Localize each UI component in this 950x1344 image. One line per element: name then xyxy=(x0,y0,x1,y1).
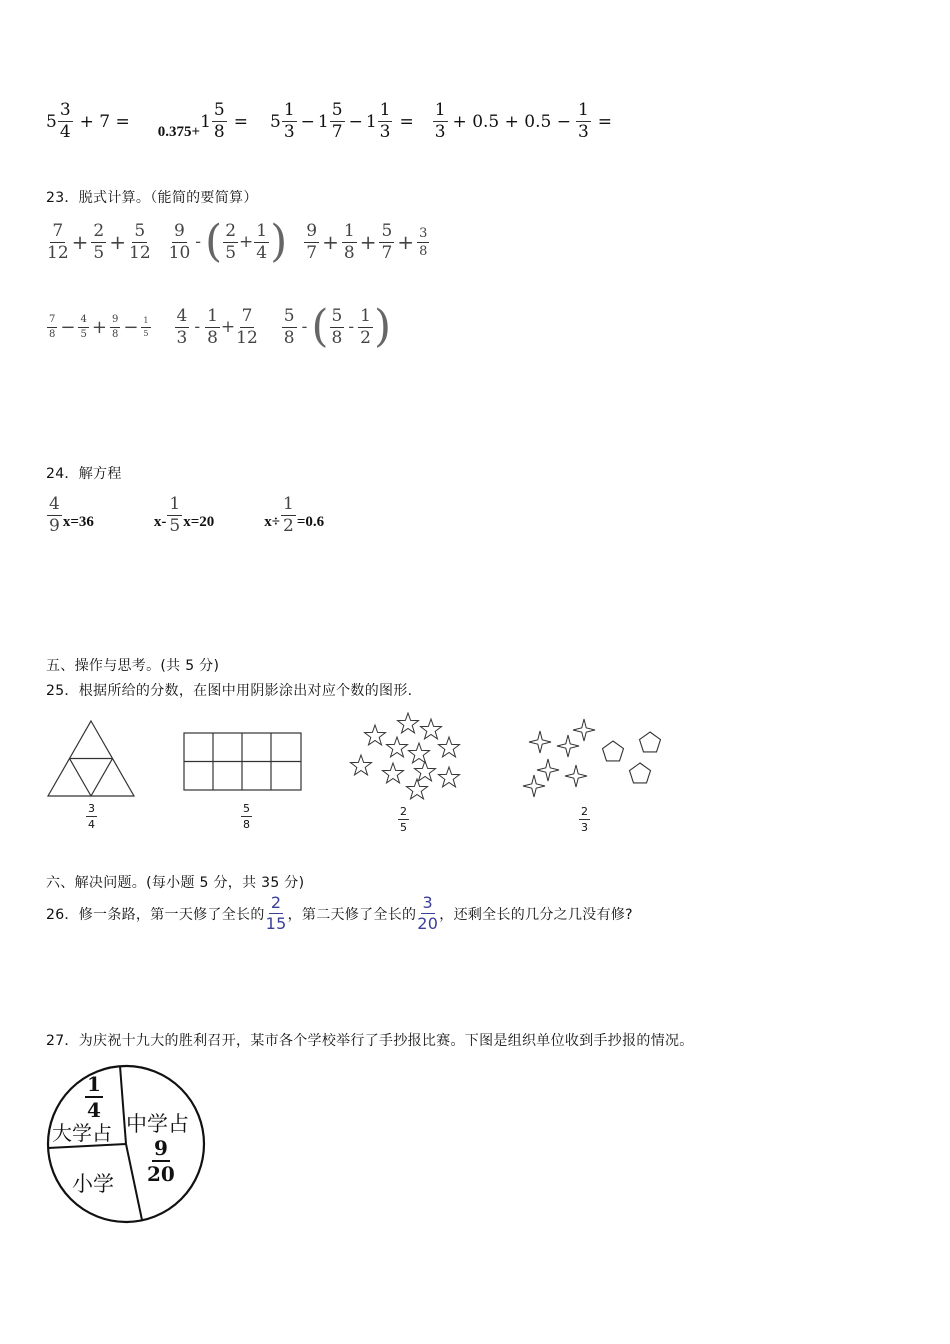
num: 4 xyxy=(176,305,188,326)
expression-row-1 xyxy=(46,102,612,141)
expr-4 xyxy=(432,102,612,141)
section-5-title: 五、操作与思考。(共 5 分) xyxy=(46,658,220,674)
num: 2 xyxy=(225,220,237,241)
q26-text-2: ，第二天修了全长的 xyxy=(287,906,417,923)
num: 9 xyxy=(306,220,318,241)
den: 4 xyxy=(87,1098,101,1122)
num: 4 xyxy=(78,315,88,328)
star[interactable] xyxy=(409,743,430,763)
star[interactable] xyxy=(365,725,386,745)
den: 3 xyxy=(176,327,188,348)
fraction xyxy=(282,102,297,141)
num: 1 xyxy=(283,494,294,514)
star[interactable] xyxy=(439,767,460,787)
q23-expr-a: $\frac{7}{12}$ + $\frac{2}{5}$ + $\frac{5}{12}$ xyxy=(47,220,151,263)
fraction xyxy=(576,102,591,141)
equation-1 xyxy=(46,496,94,535)
num: 9 xyxy=(110,315,120,328)
num: 5 xyxy=(134,220,146,241)
num: 1 xyxy=(169,494,181,514)
question-23-title: 23．脱式计算。（能简的要简算） xyxy=(46,190,258,206)
mid: + 0.5 + 0.5 − xyxy=(452,111,571,132)
den: 5 xyxy=(400,821,407,834)
tail: = xyxy=(597,111,613,132)
sparkle[interactable] xyxy=(529,731,551,753)
rectangle-grid-figure xyxy=(183,732,303,792)
den: 12 xyxy=(47,242,69,263)
whole: 5 xyxy=(46,111,57,132)
star[interactable] xyxy=(351,755,372,775)
num: 3 xyxy=(419,225,428,241)
pie-middle-fraction xyxy=(146,1138,176,1184)
den: 2 xyxy=(360,327,371,348)
num: 5 xyxy=(381,220,393,241)
num: 3 xyxy=(422,893,434,912)
den: 8 xyxy=(111,328,119,340)
q23-expr-f: $\frac{5}{8}$ - ( $\frac{5}{8}$ - $\frac{1}{2}$ ) xyxy=(283,301,392,352)
den: 12 xyxy=(236,327,258,348)
den: 3 xyxy=(577,122,589,142)
num: 1 xyxy=(379,100,391,120)
triangle-figure xyxy=(46,718,136,800)
den: 3 xyxy=(434,122,446,142)
tail: x=20 xyxy=(183,514,215,530)
den: 12 xyxy=(129,242,151,263)
num: 3 xyxy=(88,802,95,815)
num: 1 xyxy=(87,1072,101,1096)
den: 5 xyxy=(93,242,105,263)
sparkle[interactable] xyxy=(523,775,545,797)
q24-equations xyxy=(46,496,324,535)
num: 7 xyxy=(52,220,64,241)
pie-university-label: 大学占 xyxy=(52,1121,112,1145)
den: 20 xyxy=(147,1162,175,1186)
den: 5 xyxy=(143,328,149,338)
whole: 1 xyxy=(200,111,211,132)
sparkle[interactable] xyxy=(537,759,559,781)
q26-text-1: 26．修一条路，第一天修了全长的 xyxy=(46,906,265,923)
tail: = xyxy=(399,111,414,132)
num: 1 xyxy=(343,220,355,241)
tail: + 7 = xyxy=(79,111,130,132)
fraction xyxy=(212,102,227,141)
den: 4 xyxy=(256,242,268,263)
pentagon[interactable] xyxy=(603,741,624,761)
den: 8 xyxy=(243,818,250,831)
q23-expr-b: $\frac{9}{10}$ - ( $\frac{2}{5}$ + $\frac{1}{4}$ ) xyxy=(168,216,288,267)
num: 3 xyxy=(59,100,71,120)
num: 1 xyxy=(256,220,268,241)
num: 5 xyxy=(331,100,343,120)
pie-university-fraction xyxy=(84,1074,104,1120)
whole: 1 xyxy=(365,111,377,132)
den: 2 xyxy=(283,516,294,536)
prefix: x÷ xyxy=(264,514,281,530)
num: 7 xyxy=(241,305,253,326)
pentagon[interactable] xyxy=(630,763,651,783)
star[interactable] xyxy=(398,713,419,733)
tail: = xyxy=(233,111,248,132)
q23-expr-d: $\frac{7}{8}$ − $\frac{4}{5}$ + $\frac{9}{8}$ − $\frac{1}{5}$ xyxy=(49,313,149,340)
den: 9 xyxy=(49,516,60,536)
num: 4 xyxy=(49,494,60,514)
fraction xyxy=(433,102,448,141)
den: 8 xyxy=(343,242,355,263)
den: 3 xyxy=(379,122,391,142)
den: 8 xyxy=(331,327,343,348)
star[interactable] xyxy=(415,761,436,781)
inner-line xyxy=(91,759,113,797)
q23-expr-c: $\frac{9}{7}$ + $\frac{1}{8}$ + $\frac{5}{7}$ + $\frac{3}{8}$ xyxy=(306,220,428,263)
sparkle[interactable] xyxy=(573,719,595,741)
den: 3 xyxy=(283,122,295,142)
sparkle[interactable] xyxy=(557,735,579,757)
q23-expr-e: $\frac{4}{3}$ - $\frac{1}{8}$ + $\frac{7}{12}$ xyxy=(176,305,258,348)
question-24-title: 24．解方程 xyxy=(46,466,122,482)
section-6-title: 六、解决问题。(每小题 5 分，共 35 分) xyxy=(46,875,305,891)
triangle-fraction xyxy=(85,803,98,830)
shapes-fraction xyxy=(578,806,591,833)
num: 1 xyxy=(141,317,150,328)
den: 8 xyxy=(49,328,56,340)
tail: =0.6 xyxy=(296,514,325,530)
num: 2 xyxy=(270,893,282,912)
sparkle[interactable] xyxy=(565,765,587,787)
num: 5 xyxy=(243,802,250,815)
prefix: x- xyxy=(153,514,167,530)
num: 5 xyxy=(213,100,225,120)
num: 2 xyxy=(400,805,407,818)
den: 4 xyxy=(88,818,95,831)
den: 5 xyxy=(225,242,237,263)
num: 1 xyxy=(283,100,295,120)
num: 9 xyxy=(153,1136,168,1160)
star[interactable] xyxy=(439,737,460,757)
fraction xyxy=(58,102,73,141)
pie-divider xyxy=(126,1144,142,1220)
fraction xyxy=(330,102,345,141)
equation-2 xyxy=(154,496,214,535)
num: 2 xyxy=(93,220,105,241)
expr-2 xyxy=(158,102,248,141)
num: 5 xyxy=(283,305,295,326)
equation-3 xyxy=(264,496,324,535)
den: 7 xyxy=(306,242,318,263)
num: 1 xyxy=(434,100,446,120)
num: 5 xyxy=(331,305,343,326)
den: 5 xyxy=(169,516,181,536)
num: 9 xyxy=(174,220,185,241)
star[interactable] xyxy=(407,779,428,799)
den: 20 xyxy=(417,914,439,933)
num: 1 xyxy=(207,305,218,326)
q26-text-3: ，还剩全长的几分之几没有修? xyxy=(439,906,633,923)
inner-line xyxy=(70,759,92,797)
den: 8 xyxy=(283,327,295,348)
question-27-title: 27．为庆祝十九大的胜利召开，某市各个学校举行了手抄报比赛。下图是组织单位收到手抄报的情况。 xyxy=(46,1033,694,1049)
den: 8 xyxy=(213,122,225,142)
whole: 5 xyxy=(270,111,281,132)
star[interactable] xyxy=(421,719,442,739)
pentagon[interactable] xyxy=(640,732,661,752)
den: 7 xyxy=(331,122,343,142)
rectangle-fraction xyxy=(240,803,253,830)
whole: 1 xyxy=(317,111,329,132)
den: 5 xyxy=(80,328,87,340)
den: 8 xyxy=(419,243,428,259)
shapes-figure xyxy=(518,712,668,804)
den: 15 xyxy=(265,914,287,933)
stars-fraction xyxy=(397,806,410,833)
num: 7 xyxy=(47,315,57,328)
stars-figure xyxy=(345,710,465,802)
den: 10 xyxy=(168,242,191,263)
den: 7 xyxy=(381,242,393,263)
num: 1 xyxy=(577,100,589,120)
star[interactable] xyxy=(387,737,408,757)
den: 4 xyxy=(59,122,71,142)
fraction xyxy=(378,102,393,141)
star[interactable] xyxy=(383,763,404,783)
q23-row-2 xyxy=(46,301,392,352)
den: 3 xyxy=(581,821,588,834)
pie-primary-label: 小学 xyxy=(72,1172,114,1196)
expr-1 xyxy=(46,102,130,141)
num: 2 xyxy=(581,805,588,818)
question-26 xyxy=(46,895,633,932)
q23-row-1 xyxy=(46,216,430,267)
tail: x=36 xyxy=(62,514,94,530)
prefix: 0.375+ xyxy=(157,124,201,140)
question-25-title: 25．根据所给的分数，在图中用阴影涂出对应个数的图形. xyxy=(46,683,413,699)
expr-3: 5 $\frac{1}{3}$ − 1 $\frac{5}{7}$ − 1 $\frac{1}{3}$ = xyxy=(270,100,414,142)
num: 1 xyxy=(360,305,371,326)
pie-middle-label: 中学占 xyxy=(126,1112,189,1136)
den: 8 xyxy=(207,327,218,348)
